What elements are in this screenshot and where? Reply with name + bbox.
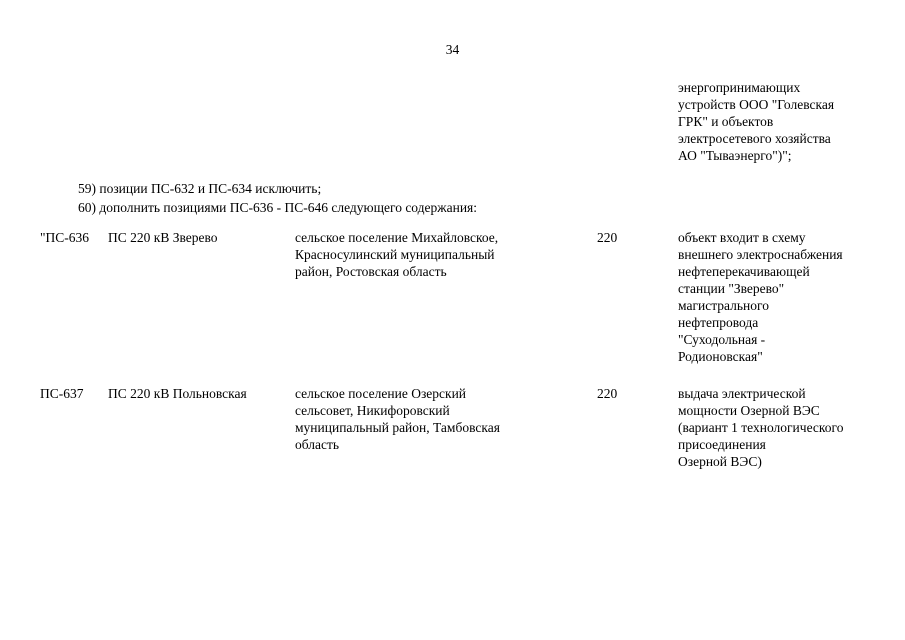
note-line: нефтепровода bbox=[678, 315, 759, 330]
note-line: мощности Озерной ВЭС bbox=[678, 403, 820, 418]
note-line: (вариант 1 технологического bbox=[678, 420, 844, 435]
note-line: устройств ООО "Голевская bbox=[678, 97, 835, 112]
substation-note bbox=[678, 385, 888, 470]
substation-location bbox=[295, 385, 540, 453]
note-line: электросетевого хозяйства bbox=[678, 131, 831, 146]
location-line: район, Ростовская область bbox=[295, 264, 447, 279]
note-line: Озерной ВЭС) bbox=[678, 454, 762, 469]
note-line: выдача электрической bbox=[678, 386, 806, 401]
substation-location bbox=[295, 229, 540, 280]
location-line: Красносулинский муниципальный bbox=[295, 247, 495, 262]
note-line: энергопринимающих bbox=[678, 80, 801, 95]
note-line: АО "Тываэнерго")"; bbox=[678, 148, 792, 163]
page-number: 34 bbox=[445, 42, 460, 57]
voltage-value: 220 bbox=[597, 386, 618, 401]
note-line: станции "Зверево" bbox=[678, 281, 785, 296]
note-line: Родионовская" bbox=[678, 349, 763, 364]
location-line: муниципальный район, Тамбовская bbox=[295, 420, 500, 435]
note-line: объект входит в схему bbox=[678, 230, 806, 245]
continued-note bbox=[678, 79, 888, 164]
voltage-value: 220 bbox=[597, 230, 618, 245]
substation-code: "ПС-636 bbox=[40, 230, 90, 245]
note-line: "Суходольная - bbox=[678, 332, 766, 347]
location-line: сельсовет, Никифоровский bbox=[295, 403, 450, 418]
substation-name: ПС 220 кВ Зверево bbox=[108, 230, 218, 245]
substation-name: ПС 220 кВ Польновская bbox=[108, 386, 247, 401]
note-line: нефтеперекачивающей bbox=[678, 264, 810, 279]
note-line: присоединения bbox=[678, 437, 766, 452]
location-line: сельское поселение Михайловское, bbox=[295, 230, 499, 245]
location-line: область bbox=[295, 437, 340, 452]
substation-note bbox=[678, 229, 888, 365]
note-line: ГРК" и объектов bbox=[678, 114, 774, 129]
instruction-item: 60) дополнить позициями ПС-636 - ПС-646 следующего содержания: bbox=[78, 200, 478, 215]
substation-code: ПС-637 bbox=[40, 386, 84, 401]
instruction-item: 59) позиции ПС-632 и ПС-634 исключить; bbox=[78, 181, 322, 196]
note-line: магистрального bbox=[678, 298, 769, 313]
note-line: внешнего электроснабжения bbox=[678, 247, 843, 262]
location-line: сельское поселение Озерский bbox=[295, 386, 467, 401]
